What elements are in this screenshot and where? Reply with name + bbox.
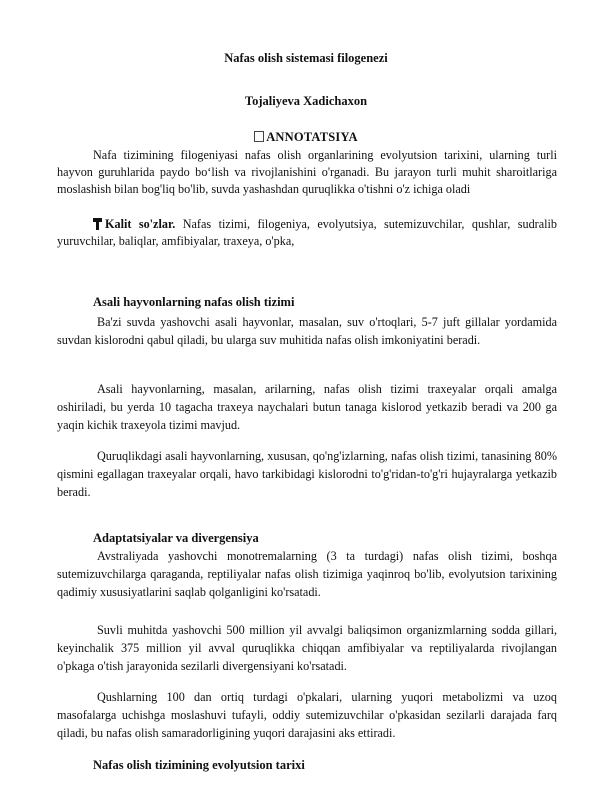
author-name: Tojaliyeva Xadichaxon [244, 94, 368, 108]
annotation-heading-text: ANNOTATSIYA [266, 130, 358, 144]
section-heading-asali: Asali hayvonlarning nafas olish tizimi [93, 295, 295, 309]
section1-paragraph-2: Asali hayvonlarning, masalan, arilarning, nafas olish tizimi traxeyalar orqali amalga oshiriladi, bu yerda 10 tagacha traxeya naychalari butun tanaga kislorod yetkazib beradi va 200 ga yaqin kichik traxeyola tizimi mavjud. [57, 382, 557, 432]
keyword-bullet-icon [93, 218, 102, 230]
document-title: Nafas olish sistemasi filogenezi [224, 51, 388, 65]
keywords-label: Kalit so'zlar. [105, 217, 176, 231]
section1-paragraph-1: Ba'zi suvda yashovchi asali hayvonlar, masalan, suv o'rtoqlari, 5-7 juft gillalar yordamida suvdan kislorodni qabul qiladi, bu ularga suv muhitida nafas olish imkoniyatini beradi. [57, 315, 557, 347]
section-heading-adaptatsiyalar: Adaptatsiyalar va divergensiya [93, 531, 259, 545]
keywords-paragraph [57, 216, 557, 250]
keywords-text: Nafas tizimi, filogeniya, evolyutsiya, sutemizuvchilar, qushlar, sudralib yuruvchilar, baliqlar, amfibiyalar, traxeya, o'pka, [57, 217, 557, 249]
section-heading-evolyutsion: Nafas olish tizimining evolyutsion tarixi [93, 758, 305, 772]
section2-paragraph-3: Qushlarning 100 dan ortiq turdagi o'pkalari, ularning yuqori metabolizmi va uzoq masofalarga uchishga moslashuvi tufayli, oddiy sutemizuvchilar o'pkasidan sezilarli darajada farq qiladi, bu nafas olish samaradorligining yuqori darajasini aks ettiradi. [57, 690, 557, 740]
annotation-heading [0, 130, 612, 145]
annotation-text: Nafa tizimining filogeniyasi nafas olish organlarining evolyutsion tarixini, ularning turli hayvon guruhlarida paydo bo‘lish va rivojlanishini o'rganadi. Bu jarayon turli muhit sharoitlariga moslashish bilan bog'liq bo'lib, suvda yashashdan quruqlikka o'tishni o'z ichiga oladi [57, 148, 557, 197]
section2-paragraph-1: Avstraliyada yashovchi monotremalarning (3 ta turdagi) nafas olish tizimi, boshqa sutemizuvchilarga qaraganda, reptiliyalar nafas olish tizimiga yaqinroq bo'lib, evolyutsion tarixining qadimiy xususiyatlarini saqlab qolganligini ko'rsatadi. [57, 549, 557, 599]
section2-paragraph-2: Suvli muhitda yashovchi 500 million yil avvalgi baliqsimon organizmlarning sodda gillari, keyinchalik 375 million yil avval quruqlikka chiqqan amfibiyalar va reptiliyalarda rivojlangan o'pkaga o'tish jarayonida sezilarli divergensiyani ko'rsatadi. [57, 623, 557, 673]
section1-paragraph-3: Quruqlikdagi asali hayvonlarning, xususan, qo'ng'izlarning, nafas olish tizimi, tanasining 80% qismini egallagan traxeyalar orqali, havo tarkibidagi kislorodni to'g'ridan-to'g'ri hujayralarga yetkazib beradi. [57, 449, 557, 499]
placeholder-box-icon [254, 131, 264, 142]
